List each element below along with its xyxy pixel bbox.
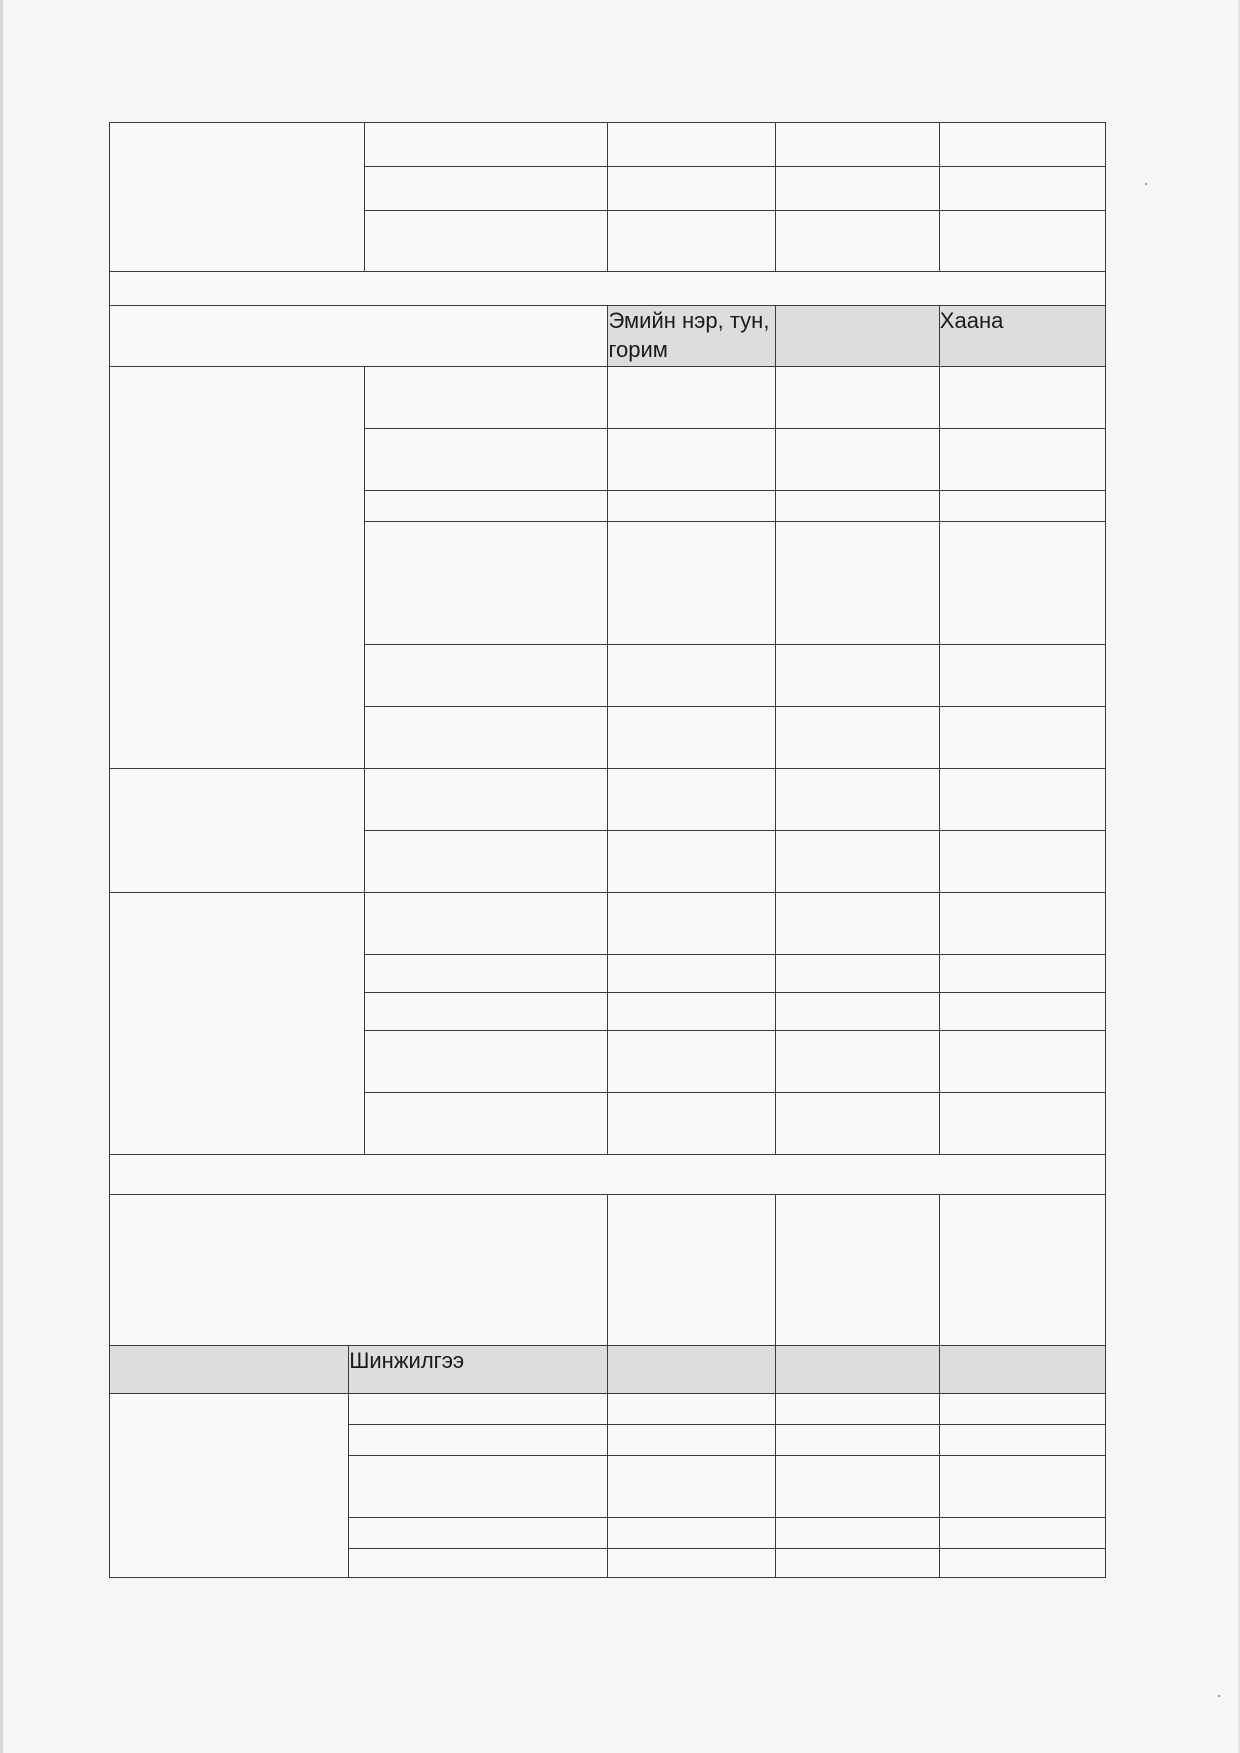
table-cell (110, 123, 365, 272)
table-cell (775, 367, 939, 429)
table-cell (608, 645, 775, 707)
scan-speck (1145, 183, 1147, 185)
table-cell (365, 993, 608, 1031)
table-cell (775, 993, 939, 1031)
table-cell (939, 167, 1105, 211)
table-cell (349, 1518, 608, 1549)
table-cell (775, 123, 939, 167)
table-header-cell (775, 1346, 939, 1394)
table-cell (775, 1093, 939, 1155)
table-cell (775, 211, 939, 272)
table-cell (608, 1425, 775, 1456)
table-cell (365, 707, 608, 769)
upper-form-table (109, 122, 1106, 1379)
table-cell (608, 1549, 775, 1578)
table-cell (349, 1456, 608, 1518)
table-cell (110, 769, 365, 893)
table-cell (608, 955, 775, 993)
table-cell (939, 491, 1105, 522)
table-cell (775, 491, 939, 522)
table-cell (939, 1549, 1105, 1578)
tests-header: Шинжилгээ (349, 1346, 608, 1394)
table-cell (608, 1031, 775, 1093)
table-cell (365, 1093, 608, 1155)
table-cell (365, 211, 608, 272)
table-cell (365, 645, 608, 707)
table-cell (775, 1518, 939, 1549)
table-cell (775, 707, 939, 769)
table-cell (110, 1195, 608, 1348)
table-header-cell (775, 306, 939, 367)
table-cell (608, 1394, 775, 1425)
table-cell (365, 1031, 608, 1093)
table-cell (775, 1031, 939, 1093)
where-header: Хаана (939, 306, 1105, 367)
table-cell (365, 429, 608, 491)
table-cell (349, 1425, 608, 1456)
table-cell (608, 367, 775, 429)
table-cell (608, 167, 775, 211)
table-cell (775, 522, 939, 645)
table-cell (775, 955, 939, 993)
table-cell (365, 955, 608, 993)
scan-speck (1218, 1695, 1220, 1697)
table-cell (608, 1456, 775, 1518)
table-cell (608, 831, 775, 893)
table-header-cell (110, 1346, 349, 1394)
tests-table (109, 1345, 1106, 1578)
table-cell (939, 993, 1105, 1031)
table-cell (775, 1549, 939, 1578)
table-cell (939, 367, 1105, 429)
table-cell (939, 769, 1105, 831)
table-cell (608, 1093, 775, 1155)
table-cell (608, 707, 775, 769)
table-cell (110, 367, 365, 769)
table-cell (365, 769, 608, 831)
table-cell (775, 1394, 939, 1425)
table-cell (939, 645, 1105, 707)
table-cell (365, 831, 608, 893)
table-cell (608, 429, 775, 491)
table-cell (939, 429, 1105, 491)
table-cell (775, 1425, 939, 1456)
table-cell (110, 1394, 349, 1578)
table-cell (365, 167, 608, 211)
table-cell (608, 1195, 775, 1348)
medicine-name-dose-header: Эмийн нэр, тун, горим (608, 306, 775, 367)
table-cell (775, 1195, 939, 1348)
table-cell (365, 367, 608, 429)
table-cell (365, 123, 608, 167)
table-cell (349, 1394, 608, 1425)
table-cell (608, 993, 775, 1031)
table-cell (608, 522, 775, 645)
table-cell (775, 429, 939, 491)
table-cell (608, 1518, 775, 1549)
table-cell (110, 306, 608, 367)
table-cell (775, 769, 939, 831)
section-divider-row (110, 272, 1106, 306)
table-cell (365, 522, 608, 645)
table-cell (608, 893, 775, 955)
table-cell (939, 1093, 1105, 1155)
table-cell (349, 1549, 608, 1578)
table-cell (939, 831, 1105, 893)
table-cell (365, 491, 608, 522)
table-cell (608, 123, 775, 167)
table-cell (939, 1195, 1105, 1348)
table-cell (775, 893, 939, 955)
table-cell (939, 893, 1105, 955)
table-cell (939, 955, 1105, 993)
section-divider-row (110, 1155, 1106, 1195)
table-cell (939, 1031, 1105, 1093)
table-cell (608, 769, 775, 831)
table-cell (775, 645, 939, 707)
table-cell (939, 123, 1105, 167)
table-cell (939, 211, 1105, 272)
table-cell (939, 522, 1105, 645)
table-cell (775, 167, 939, 211)
table-cell (939, 1518, 1105, 1549)
table-cell (775, 1456, 939, 1518)
table-cell (110, 893, 365, 1155)
table-cell (939, 1456, 1105, 1518)
table-cell (939, 1425, 1105, 1456)
table-cell (775, 831, 939, 893)
page-edge (0, 0, 3, 1753)
table-header-cell (608, 1346, 775, 1394)
table-cell (608, 491, 775, 522)
table-header-cell (939, 1346, 1105, 1394)
table-cell (939, 707, 1105, 769)
table-cell (608, 211, 775, 272)
table-cell (365, 893, 608, 955)
table-cell (939, 1394, 1105, 1425)
